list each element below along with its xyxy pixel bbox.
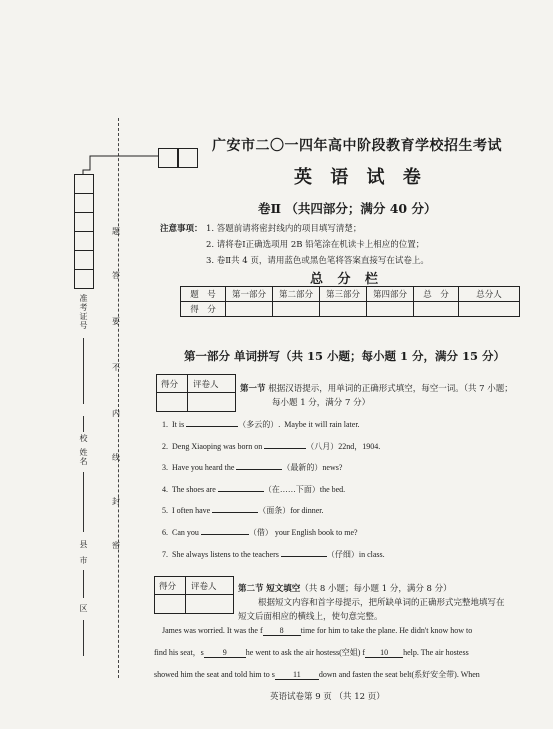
answer-blank[interactable]: 11: [275, 670, 319, 680]
exam-title: 广安市二〇一四年高中阶段教育学校招生考试: [212, 138, 502, 154]
exam-number-box[interactable]: [74, 269, 94, 289]
answer-blank[interactable]: 9: [204, 648, 246, 658]
seal-char: 答: [112, 271, 120, 280]
question-item: 1. It is （多云的）. Maybe it will rain later.: [162, 417, 360, 430]
answer-blank[interactable]: [236, 460, 282, 470]
score-label: 得分: [161, 380, 179, 390]
section2-instructions: 根据短文内容和首字母提示，把所缺单词的正确形式完整地填写在: [258, 598, 505, 608]
page-footer: 英语试卷第 9 页 （共 12 页）: [270, 692, 385, 702]
score-header: 第三部分: [320, 287, 367, 302]
section2-count: （共 8 小题；每小题 1 分，满分 8 分）: [300, 584, 452, 594]
score-header: 第一部分: [226, 287, 273, 302]
score-header: 题 号: [181, 287, 226, 302]
note-item: 2. 请将卷Ⅰ正确选项用 2B 铅笔涂在机读卡上相应的位置；: [206, 240, 425, 250]
subject-title: 英 语 试 卷: [294, 167, 427, 188]
passage-line: showed him the seat and told him to s 11 down and fasten the seat belt(系好安全带). When: [154, 670, 480, 679]
seal-char: 内: [112, 409, 120, 418]
exam-number-box[interactable]: [74, 231, 94, 251]
district-line: [83, 620, 84, 656]
score-table: [180, 286, 520, 317]
answer-blank[interactable]: [264, 439, 306, 449]
part1-title: 第一部分 单词拼写（共 15 小题；每小题 1 分，满分 15 分）: [184, 349, 506, 363]
exam-number-box[interactable]: [158, 148, 178, 168]
seal-char: 题: [112, 227, 120, 236]
note-item: 1. 答题前请将密封线内的项目填写清楚；: [206, 224, 362, 234]
question-item: 3. Have you heard the （最新的）news?: [162, 460, 342, 473]
score-label: 得分: [159, 582, 177, 592]
question-item: 7. She always listens to the teachers （仔细）in class.: [162, 547, 385, 560]
exam-number-box[interactable]: [74, 193, 94, 213]
answer-blank[interactable]: 8: [263, 626, 301, 636]
connector-line: [80, 150, 160, 180]
seal-char: 线: [112, 453, 120, 462]
score-header: 第二部分: [273, 287, 320, 302]
exam-number-label: 准考证号: [79, 294, 88, 330]
district-label: 区: [79, 604, 88, 613]
score-cell[interactable]: [367, 302, 414, 317]
section2-heading: [238, 582, 505, 624]
exam-number-line: [83, 338, 84, 404]
name-line: [83, 472, 84, 532]
notes-label: 注意事项：: [160, 224, 203, 234]
section1-instructions-2: 每小题 1 分，满分 7 分）: [272, 398, 371, 408]
answer-blank[interactable]: [281, 547, 327, 557]
seal-char: 要: [112, 317, 120, 326]
answer-blank[interactable]: [218, 482, 264, 492]
note-item: 3. 卷Ⅱ共 4 页，请用蓝色或黑色笔将答案直接写在试卷上。: [206, 256, 429, 266]
grader-box: [154, 576, 234, 614]
answer-blank[interactable]: [201, 525, 249, 535]
question-item: 5. I often have （面条）for dinner.: [162, 503, 324, 516]
answer-blank[interactable]: 10: [365, 648, 403, 658]
score-header: 总分人: [459, 287, 520, 302]
score-cell[interactable]: [273, 302, 320, 317]
exam-number-box[interactable]: [74, 212, 94, 232]
seal-char: 不: [112, 363, 120, 372]
city-label: 市: [79, 556, 88, 565]
score-cell[interactable]: [320, 302, 367, 317]
answer-blank[interactable]: [212, 503, 258, 513]
section2-instructions-2: 短文后面相应的横线上，使句意完整。: [238, 612, 383, 622]
city-line: [83, 570, 84, 598]
grader-label: 评卷人: [191, 582, 217, 592]
question-item: 4. The shoes are （在……下面）the bed.: [162, 482, 345, 495]
school-line: [83, 416, 84, 432]
section2-title: 短文填空: [266, 584, 301, 594]
passage-line: find his seat，s 9 he went to ask the air hostess(空姐) f 10 help. The air hostess: [154, 648, 469, 657]
score-header: 总 分: [414, 287, 459, 302]
exam-number-box[interactable]: [74, 250, 94, 270]
score-table-title: 总 分 栏: [310, 272, 384, 287]
score-row-label: 得 分: [181, 302, 226, 317]
score-header: 第四部分: [367, 287, 414, 302]
county-label: 县: [79, 540, 88, 549]
seal-line: [118, 118, 119, 678]
section1-label: 第一节: [240, 384, 266, 394]
section1-instructions: 根据汉语提示，用单词的正确形式填空，每空一词。（共 7 小题；: [268, 384, 513, 394]
name-label: 姓名: [79, 448, 88, 466]
volume-title: 卷Ⅱ （共四部分；满分 40 分）: [258, 201, 437, 216]
grader-label: 评卷人: [193, 380, 219, 390]
notes-block: [160, 221, 429, 269]
exam-number-box[interactable]: [178, 148, 198, 168]
seal-char: 密: [112, 541, 120, 550]
question-item: 6. Can you （借） your English book to me?: [162, 525, 358, 538]
passage-line: James was worried. It was the f 8 time for him to take the plane. He didn't know how to: [162, 626, 473, 635]
question-item: 2. Deng Xiaoping was born on （八月）22nd，1904.: [162, 439, 380, 452]
seal-char: 封: [112, 497, 120, 506]
section2-label: 第二节: [238, 584, 264, 594]
answer-blank[interactable]: [186, 417, 238, 427]
school-label: 校: [79, 434, 88, 443]
score-cell[interactable]: [414, 302, 459, 317]
score-cell[interactable]: [226, 302, 273, 317]
section1-heading: [240, 382, 513, 410]
grader-box: [156, 374, 236, 412]
score-cell[interactable]: [459, 302, 520, 317]
